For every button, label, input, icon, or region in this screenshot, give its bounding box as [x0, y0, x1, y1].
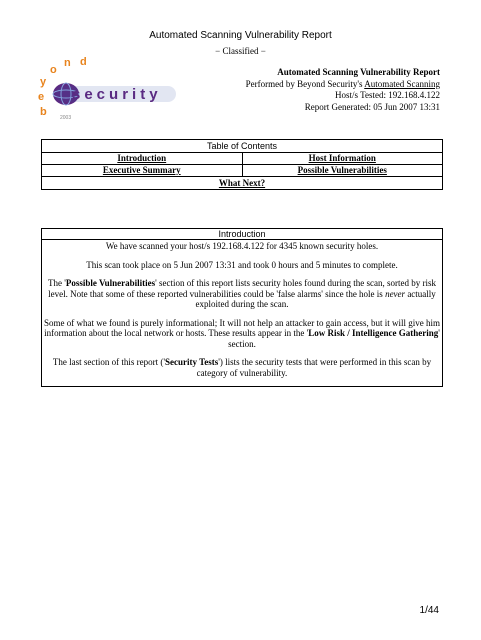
beyond-security-logo: [36, 56, 206, 122]
intro-paragraph-security-tests: The last section of this report ('Security Tests') lists the security tests that were performed in this scan by category of vulnerability.: [52, 357, 432, 378]
logo-letter-y: y: [40, 76, 47, 88]
report-header-title: Automated Scanning Vulnerability Report: [277, 67, 440, 77]
report-header-generated: Report Generated: 05 Jun 2007 13:31: [304, 101, 440, 112]
report-header: [246, 67, 440, 113]
table-of-contents: [41, 139, 443, 190]
classification-label: − Classified −: [215, 46, 266, 56]
logo-letter-n: n: [64, 57, 71, 69]
introduction-section: [41, 228, 443, 387]
introduction-title: Introduction: [42, 229, 442, 240]
toc-link-executive-summary[interactable]: Executive Summary: [102, 165, 181, 175]
logo-letter-b: b: [40, 106, 47, 118]
intro-paragraph-scan-time: This scan took place on 5 Jun 2007 13:31 and took 0 hours and 5 minutes to complete.: [86, 259, 398, 270]
toc-link-host-information[interactable]: Host Information: [242, 153, 443, 164]
report-header-performed: Performed by Beyond Security's Automated Scanning: [245, 78, 440, 89]
logo-letter-e: e: [38, 91, 45, 103]
intro-paragraph-informational: Some of what we found is purely informational; It will not help an attacker to gain access, but it will give him information about the local network or hosts. These results appear in the 'Low Risk / Intelligence Gathering' section.: [44, 317, 440, 349]
toc-title: Table of Contents: [42, 140, 442, 153]
logo-word: security: [72, 86, 162, 103]
intro-paragraph-scan-summary: We have scanned your host/s 192.168.4.122 for 4345 known security holes.: [105, 241, 379, 251]
page-number: 1/44: [419, 605, 439, 616]
logo-letter-o: o: [50, 64, 57, 76]
toc-link-possible-vulnerabilities[interactable]: Possible Vulnerabilities: [242, 165, 443, 176]
intro-paragraph-vulnerabilities: The 'Possible Vulnerabilities' section of this report lists security holes found during the scan, sorted by risk level. Note that some of these reported vulnerabilities could be 'false alarms' since the hole is never actually exploited during the scan.: [48, 278, 436, 309]
logo-tagline: 2003: [60, 115, 72, 121]
page-title: Automated Scanning Vulnerability Report: [149, 30, 332, 41]
toc-link-what-next[interactable]: What Next?: [218, 178, 266, 188]
toc-row: [42, 153, 442, 165]
logo-letter-d: d: [80, 56, 87, 68]
toc-row: [42, 165, 442, 177]
toc-link-introduction[interactable]: Introduction: [117, 153, 167, 163]
report-header-host: Host/s Tested: 192.168.4.122: [335, 90, 440, 100]
automated-scanning-link[interactable]: Automated Scanning: [364, 78, 440, 89]
